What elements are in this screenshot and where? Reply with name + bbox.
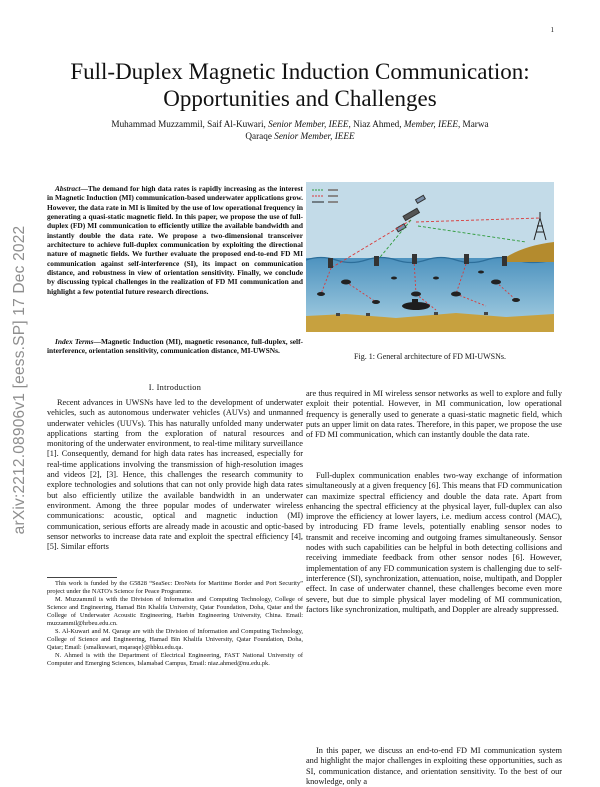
architecture-illustration	[306, 182, 554, 332]
index-terms-text: —Magnetic Induction (MI), magnetic resonance, full-duplex, self-interference, orientation sensitivity, communication distance, MI-UWSNs.	[47, 337, 304, 356]
right-paragraph-1: are thus required in MI wireless sensor networks as well to explore and fully exploit their potential. However, in MI communication, low operational frequency is generally used to generate a quasi-static magnetic field, which puts an upper limit on data rates. Therefore, in this paper, we propose the use of FD MI communication, which can instantly double the data rate.	[306, 389, 562, 440]
footnote-author-3: N. Ahmed is with the Department of Electrical Engineering, FAST National University of Computer and Emerging Sciences, Islamabad Campus, Email: niaz.ahmed@nu.edu.pk.	[47, 652, 303, 668]
author-names-1: Muhammad Muzzammil, Saif Al-Kuwari,	[111, 119, 269, 129]
right-paragraph-3: In this paper, we discuss an end-to-end FD MI communication system and highlight the major challenges in exploiting these opportunities, such as SI, communication distance, and orientation sensitivity. To the best of our knowledge, only a	[306, 746, 562, 786]
section-heading: I. Introduction	[148, 383, 202, 392]
footnote-author-2: S. Al-Kuwari and M. Qaraqe are with the Division of Information and Computing Technology, College of Science and Engineering, Hamad Bin Khalifa University, Qatar Foundation, Doha, Qatar; Email: {smalkuwari, mqaraqe}@hbku.edu.qa.	[47, 628, 303, 652]
abstract-label: Abstract	[55, 184, 81, 193]
author-names-3: , Marwa	[457, 119, 489, 129]
sky	[306, 182, 554, 260]
figure-caption: Fig. 1: General architecture of FD MI-UWSNs.	[354, 352, 506, 361]
author-affil-1: Senior Member, IEEE	[268, 119, 349, 129]
page-number: 1	[550, 26, 554, 34]
right-paragraph-2: Full-duplex communication enables two-way exchange of information simultaneously at a given frequency [6]. This means that FD communication can maximize spectral efficiency and double the data rate. Apart from enhancing the spectral efficiency at the physical layer, full-duplex can also improve the efficiency at lower layers, i.e. medium access control (MAC), by introducing FD frame levels, potentially enabling sensor nodes to transmit and receive incoming and outgoing frames simultaneously. Sensor nodes with such capabilities can be helpful in both detecting collisions and receiving immediate feedback from other sensor nodes [6]. However, implementation of any FD communication system is challenging due to self-interference (SI), synchronization, attenuation, noise, multipath, and Doppler effect. In case of underwater channel, these challenges become even more severe, but due to simple physical layer modeling of MI communication, factors like synchronization, multipath, and Doppler are already suppressed.	[306, 471, 562, 614]
intro-paragraph: Recent advances in UWSNs have led to the development of underwater vehicles, such as autonomous underwater vehicles (AUVs) and unmanned underwater vehicles (UUVs). This has naturally unfolded many underwater applications starting from the exploration of natural resources and monitoring of the underwater environment, to real-time military surveillance [1]. Consequently, demand for high data rates has increased, especially for real-time applications involving the transmission of high-resolution images and videos [2], [3]. Hence, this challenges the research community to explore technologies and solutions that can not only provide high data rates but also efficiently utilize the available bandwidth in an underwater environment. Among the three popular modes of underwater wireless communications: acoustic, optical and magnetic induction (MI) communication, serious efforts are already made in acoustic and optic-based sensor networks to increase data rate and exploit the spectral efficiency [4], [5]. Similar efforts	[47, 398, 303, 552]
abstract	[47, 184, 303, 296]
footnotes	[47, 580, 303, 669]
sea	[306, 258, 554, 320]
author-affil-3: Senior Member, IEEE	[274, 131, 355, 141]
architecture-figure	[306, 182, 554, 332]
author-affil-2: Member, IEEE	[403, 119, 458, 129]
author-names-4: Qaraqe	[245, 131, 275, 141]
paper-title: Full-Duplex Magnetic Induction Communication: Opportunities and Challenges	[70, 59, 530, 111]
arxiv-stamp-margin	[2, 200, 38, 560]
author-names-2: , Niaz Ahmed,	[348, 119, 404, 129]
footnote-author-1: M. Muzzammil is with the Division of Information and Computing Technology, College of Science and Engineering, Hamad Bin Khalifa University, Qatar Foundation, Doha, Qatar and the College of Underwater Acoustic Engineering, Harbin Engineering University, China. Email: muzzammil@hrbeu.edu.cn.	[47, 596, 303, 628]
footnote-funding: This work is funded by the G5828 “SeaSec: DroNets for Maritime Border and Port Security” project under the NATO's Science for Peace Programme.	[47, 580, 303, 596]
index-terms-label: Index Terms	[55, 337, 94, 346]
footnote-rule	[47, 577, 117, 578]
abstract-text: —The demand for high data rates is rapidly increasing as the interest in Magnetic Induction (MI) communication-based underwater applications grow. However, the data rate in MI is limited by the use of low operational frequency in generating a quasi-static magnetic field. In this paper, we propose the use of full-duplex (FD) MI communication to efficiently utilize the available bandwidth and instantly double the data rate. We propose a two-dimensional transceiver architecture to achieve full-duplex communication by exploiting the directional nature of magnetic fields. We further evaluate the proposed end-to-end FD MI communication against self-interference (SI), its impact on communication distance, and robustness in view of orientation sensitivity. Finally, we conclude by discussing typical challenges in the realization of FD MI communication and highlight a few potential future research directions.	[47, 184, 303, 296]
author-list	[60, 118, 540, 142]
index-terms	[47, 337, 303, 356]
arxiv-stamp: arXiv:2212.08906v1 [eess.SP] 17 Dec 2022	[11, 225, 28, 535]
